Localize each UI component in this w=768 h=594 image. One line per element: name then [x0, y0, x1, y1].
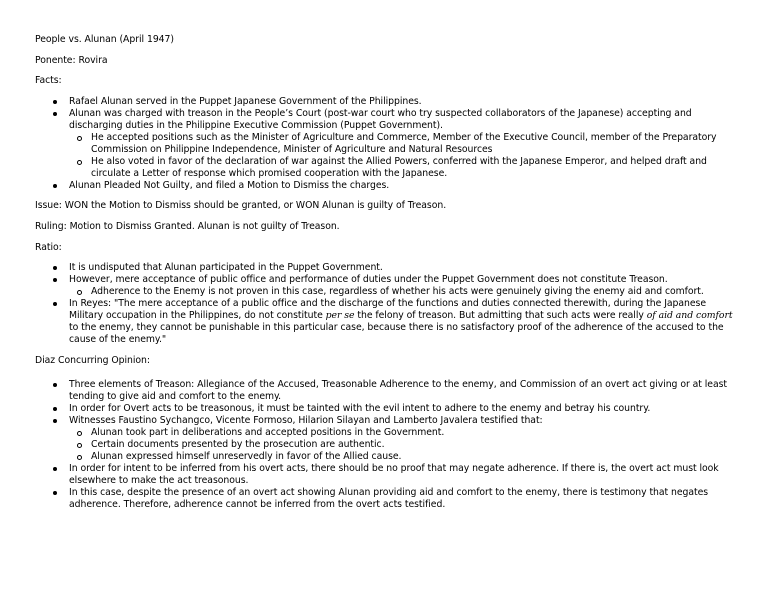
diaz-item: In order for Overt acts to be treasonous, it must be tainted with the evil intent to adhere to the enemy and betray his country.: [69, 403, 738, 415]
diaz-sublist: [69, 427, 738, 463]
ratio-subitem: Adherence to the Enemy is not proven in this case, regardless of whether his acts were genuinely giving the enemy aid and comfort.: [91, 286, 738, 298]
reyes-text-a: In Reyes: "The mere acceptance of a public office and the discharge of the functions and duties connected therewith, during the Japanese Military occupation in the Philippines, do not constitute: [69, 298, 707, 322]
facts-list: [35, 96, 738, 192]
diaz-item: In this case, despite the presence of an overt act showing Alunan providing aid and comfort to the enemy, there is testimony that negates adherence. Therefore, adherence cannot be inferred from the overt acts testified.: [69, 487, 738, 511]
facts-sublist: [69, 132, 738, 180]
facts-item: Rafael Alunan served in the Puppet Japanese Government of the Philippines.: [69, 96, 738, 108]
diaz-subitem: Certain documents presented by the prosecution are authentic.: [91, 439, 738, 451]
diaz-item-text: Witnesses Faustino Sychangco, Vicente Formoso, Hilarion Silayan and Lamberto Javalera testified that:: [69, 414, 543, 426]
diaz-subitem: Alunan expressed himself unreservedly in favor of the Allied cause.: [91, 451, 738, 463]
facts-subitem: He accepted positions such as the Minister of Agriculture and Commerce, Member of the Executive Council, member of the Preparatory Commission on Philippine Independence, Minister of Agriculture and Natural Resources: [91, 132, 738, 156]
diaz-heading: Diaz Concurring Opinion:: [35, 354, 150, 366]
ratio-sublist: [69, 286, 738, 298]
diaz-item: Three elements of Treason: Allegiance of the Accused, Treasonable Adherence to the enemy, and Commission of an overt act giving or at least tending to give aid and comfort to the enemy.: [69, 379, 738, 403]
ruling: Ruling: Motion to Dismiss Granted. Alunan is not guilty of Treason.: [35, 220, 340, 232]
facts-item: [69, 108, 738, 180]
ponente: Ponente: Rovira: [35, 54, 108, 66]
ratio-item-text: However, mere acceptance of public office and performance of duties under the Puppet Government does not constitute Treason.: [69, 274, 668, 286]
ratio-list: [35, 262, 738, 346]
ratio-item-reyes: [69, 298, 738, 346]
ratio-item: [69, 274, 738, 298]
reyes-text-c: to the enemy, they cannot be punishable in this particular case, because there is no satisfactory proof of the adherence of the accused to the cause of the enemy.": [69, 322, 724, 346]
facts-heading: Facts:: [35, 75, 62, 87]
diaz-list: [35, 379, 738, 511]
facts-item-text: Alunan was charged with treason in the People’s Court (post-war court who try suspected collaborators of the Japanese) accepting and discharging duties in the Philippine Executive Commission (Puppet Government).: [69, 107, 692, 131]
ratio-item: It is undisputed that Alunan participated in the Puppet Government.: [69, 262, 738, 274]
reyes-emphasis-aid-comfort: of aid and comfort: [646, 310, 733, 322]
reyes-text-b: the felony of treason. But admitting that such acts were really: [354, 310, 647, 322]
reyes-emphasis-per-se: per se: [325, 310, 355, 322]
facts-item: Alunan Pleaded Not Guilty, and filed a Motion to Dismiss the charges.: [69, 180, 738, 192]
diaz-subitem: Alunan took part in deliberations and accepted positions in the Government.: [91, 427, 738, 439]
ratio-heading: Ratio:: [35, 241, 62, 253]
diaz-item: In order for intent to be inferred from his overt acts, there should be no proof that may negate adherence. If there is, the overt act must look elsewhere to make the act treasonous.: [69, 463, 738, 487]
facts-subitem: He also voted in favor of the declaration of war against the Allied Powers, conferred with the Japanese Emperor, and helped draft and circulate a Letter of response which promised cooperation with the Japanese.: [91, 156, 738, 180]
case-title: People vs. Alunan (April 1947): [35, 34, 174, 45]
issue: Issue: WON the Motion to Dismiss should be granted, or WON Alunan is guilty of Treason.: [35, 200, 447, 212]
diaz-item: [69, 415, 738, 463]
